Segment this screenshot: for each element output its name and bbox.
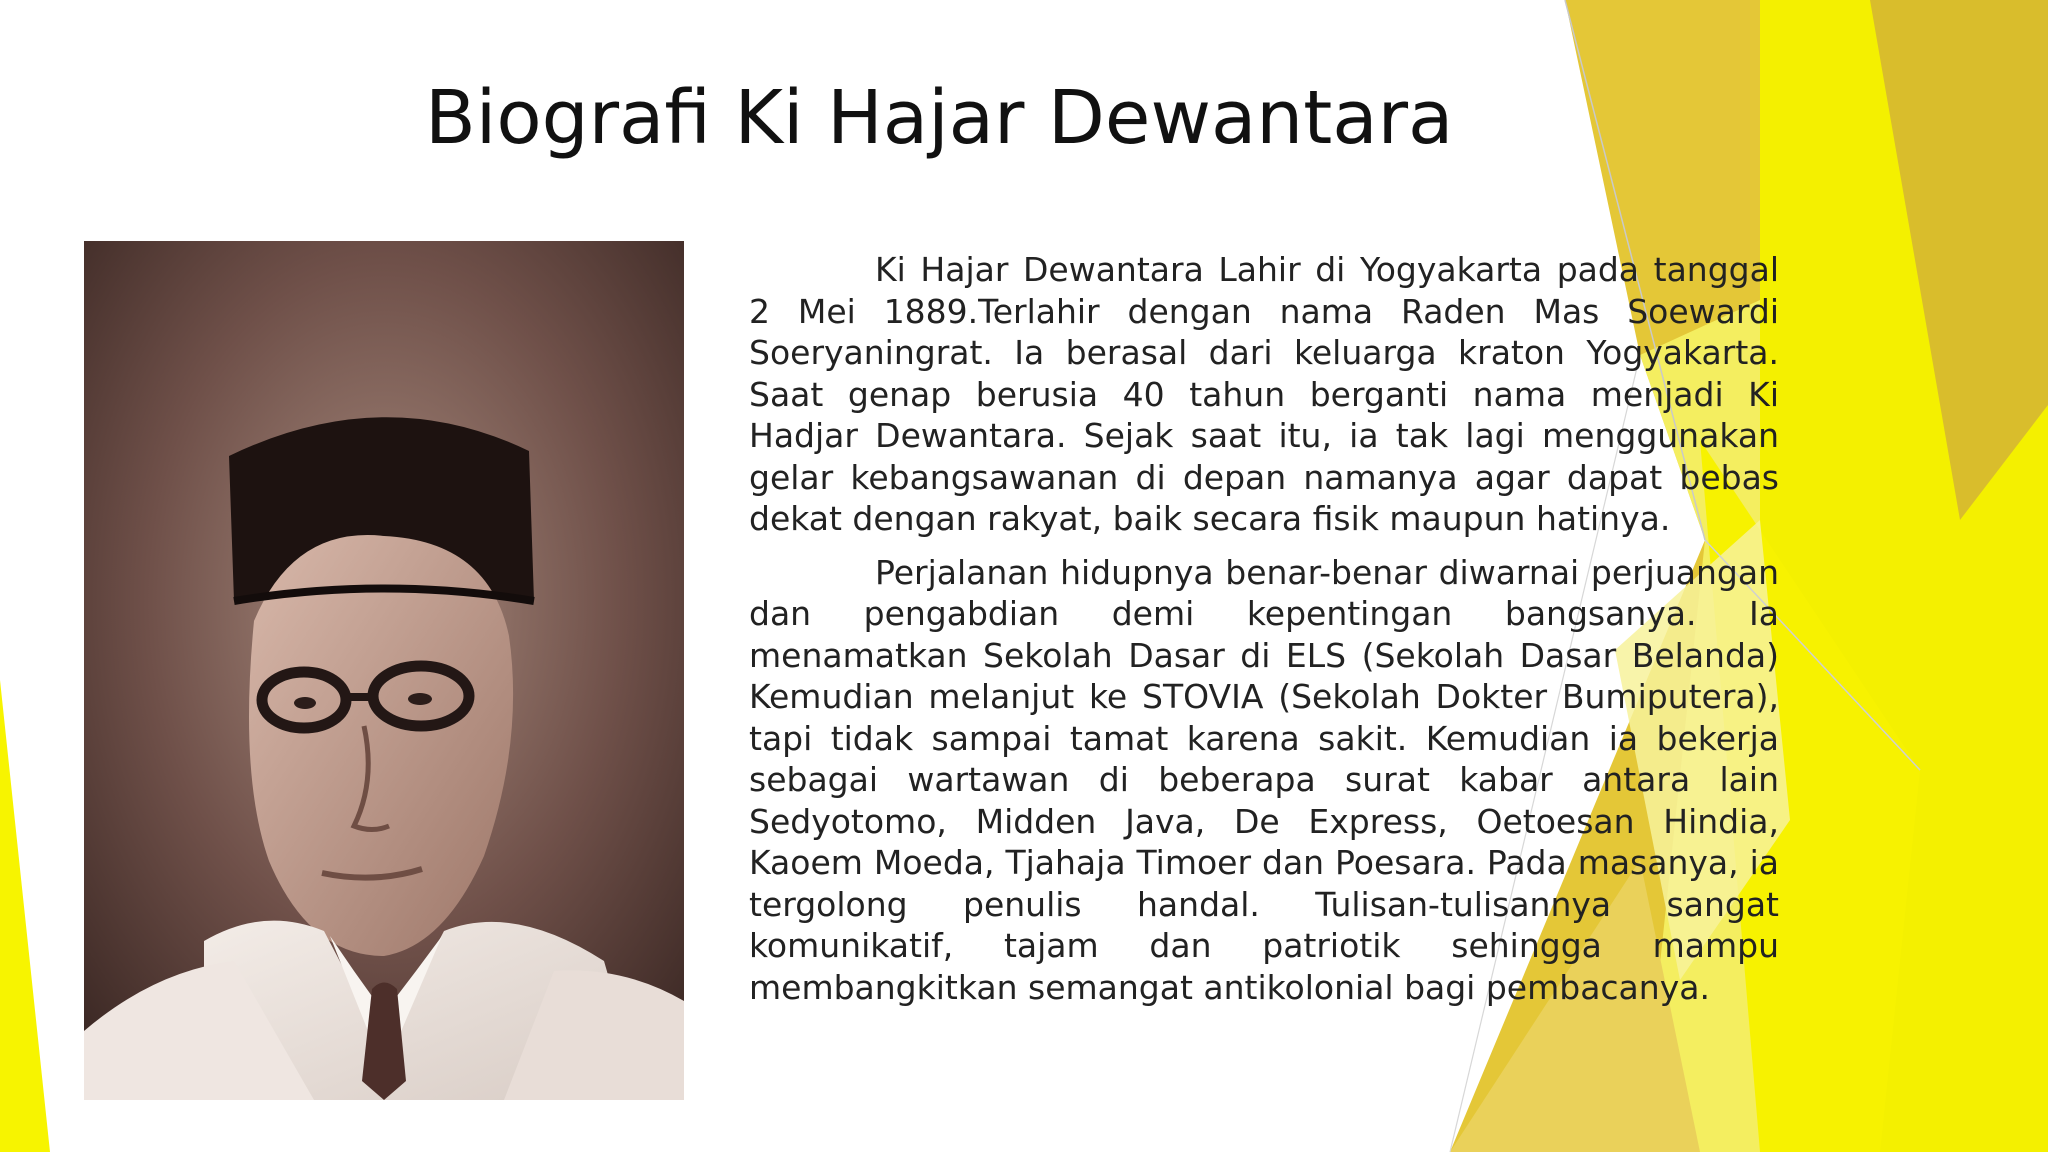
left-yellow-triangle xyxy=(0,680,50,1152)
biography-paragraph: Ki Hajar Dewantara Lahir di Yogyakarta pada tanggal 2 Mei 1889.Terlahir dengan nama Raden Mas Soewardi Soeryaningrat. Ia berasal dari keluarga kraton Yogyakarta. Saat genap berusia 40 tahun berganti nama menjadi Ki Hadjar Dewantara. Sejak saat itu, ia tak lagi menggunakan gelar kebangsawanan di depan namanya agar dapat bebas dekat dengan rakyat, baik secara fisik maupun hatinya. xyxy=(749,250,1779,538)
slide-title: Biografi Ki Hajar Dewantara xyxy=(425,75,1454,161)
biography-paragraph: Perjalanan hidupnya benar-benar diwarnai perjuangan dan pengabdian demi kepentingan bangsanya. Ia menamatkan Sekolah Dasar di ELS (Sekolah Dasar Belanda) Kemudian melanjut ke STOVIA (Sekolah Dokter Bumiputera), tapi tidak sampai tamat karena sakit. Kemudian ia bekerja sebagai wartawan di beberapa surat kabar antara lain Sedyotomo, Midden Java, De Express, Oetoesan Hindia, Kaoem Moeda, Tjahaja Timoer dan Poesara. Pada masanya, ia tergolong penulis handal. Tulisan-tulisannya sangat komunikatif, tajam dan patriotik sehingga mampu membangkitkan semangat antikolonial bagi pembacanya. xyxy=(749,552,1779,1007)
biography-text xyxy=(749,249,1779,1008)
portrait-illustration xyxy=(84,241,684,1100)
portrait-photo xyxy=(84,241,684,1100)
